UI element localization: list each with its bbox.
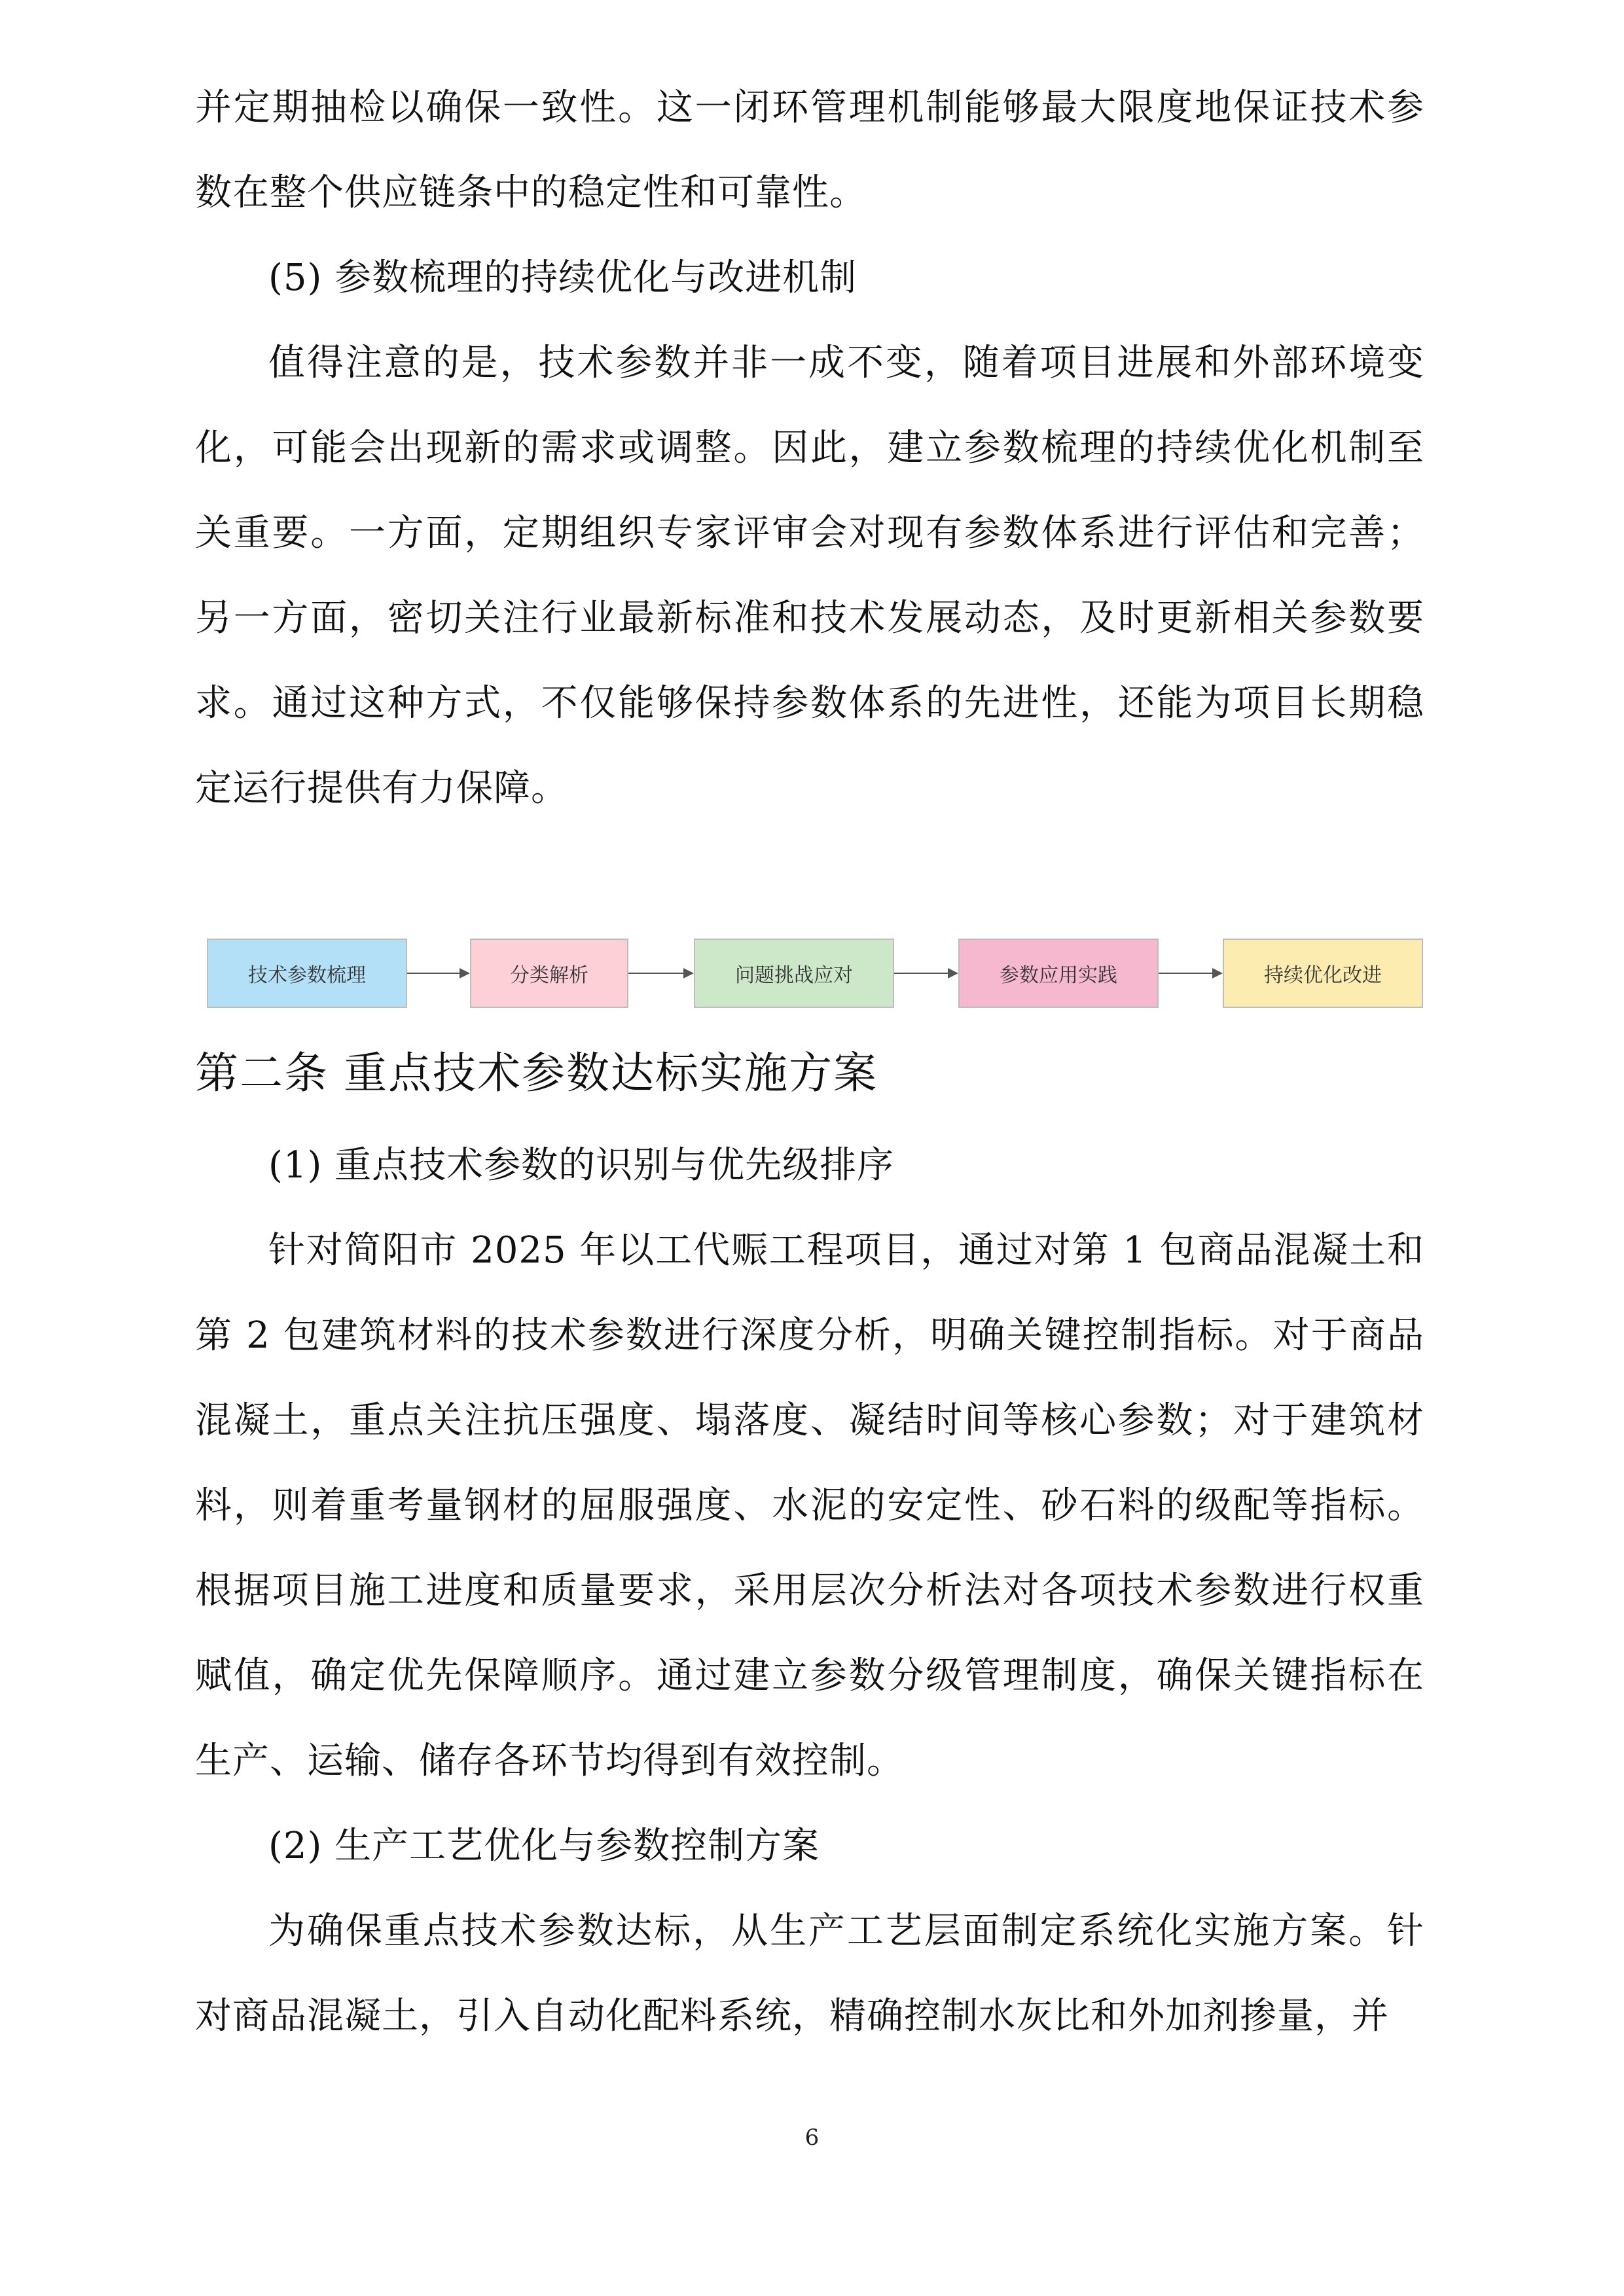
flow-step-3-label: 问题挑战应对: [735, 964, 853, 987]
subheading-1: (1) 重点技术参数的识别与优先级排序: [268, 1144, 895, 1187]
paragraph-5: 值得注意的是，技术参数并非一成不变，随着项目进展和外部环境变化，可能会出现新的需求或调整。因此，建立参数梳理的持续优化机制至关重要。一方面，定期组织专家评审会对现有参数体系进行评估和完善；另一方面，密切关注行业最新标准和技术发展动态，及时更新相关参数要求。通过这种方式，不仅能够保持参数体系的先进性，还能为项目长期稳定运行提供有力保障。: [195, 342, 1424, 810]
flow-step-1: [207, 939, 407, 1008]
flow-step-5-label: 持续优化改进: [1264, 964, 1382, 987]
subheading-5: (5) 参数梳理的持续优化与改进机制: [268, 257, 857, 299]
page-number: 6: [804, 2125, 820, 2151]
paragraph-2: 为确保重点技术参数达标，从生产工艺层面制定系统化实施方案。针对商品混凝土，引入自动化配料系统，精确控制水灰比和外加剂掺量，并: [195, 1910, 1424, 2037]
flow-arrow-3: [894, 973, 957, 974]
flow-step-5: [1223, 939, 1423, 1008]
flow-arrow-1: [407, 973, 469, 974]
intro-paragraph: 并定期抽检以确保一致性。这一闭环管理机制能够最大限度地保证技术参数在整个供应链条中的稳定性和可靠性。: [195, 86, 1424, 214]
flow-step-2: [470, 939, 628, 1008]
subheading-2: (2) 生产工艺优化与参数控制方案: [268, 1825, 820, 1867]
flow-step-4: [958, 939, 1159, 1008]
flow-step-4-label: 参数应用实践: [1000, 964, 1117, 987]
flow-step-2-label: 分类解析: [510, 964, 588, 987]
flow-step-3: [694, 939, 894, 1008]
paragraph-1: 针对简阳市 2025 年以工代赈工程项目，通过对第 1 包商品混凝土和第 2 包建筑材料的技术参数进行深度分析，明确关键控制指标。对于商品混凝土，重点关注抗压强度、塌落度、凝结时间等核心参数；对于建筑材料，则着重考量钢材的屈服强度、水泥的安定性、砂石料的级配等指标。根据项目施工进度和质量要求，采用层次分析法对各项技术参数进行权重赋值，确定优先保障顺序。通过建立参数分级管理制度，确保关键指标在生产、运输、储存各环节均得到有效控制。: [195, 1229, 1424, 1782]
flow-step-1-label: 技术参数梳理: [248, 964, 366, 987]
section-title: 第二条 重点技术参数达标实施方案: [195, 1048, 878, 1098]
flow-arrow-4: [1159, 973, 1221, 974]
flow-arrow-2: [628, 973, 693, 974]
